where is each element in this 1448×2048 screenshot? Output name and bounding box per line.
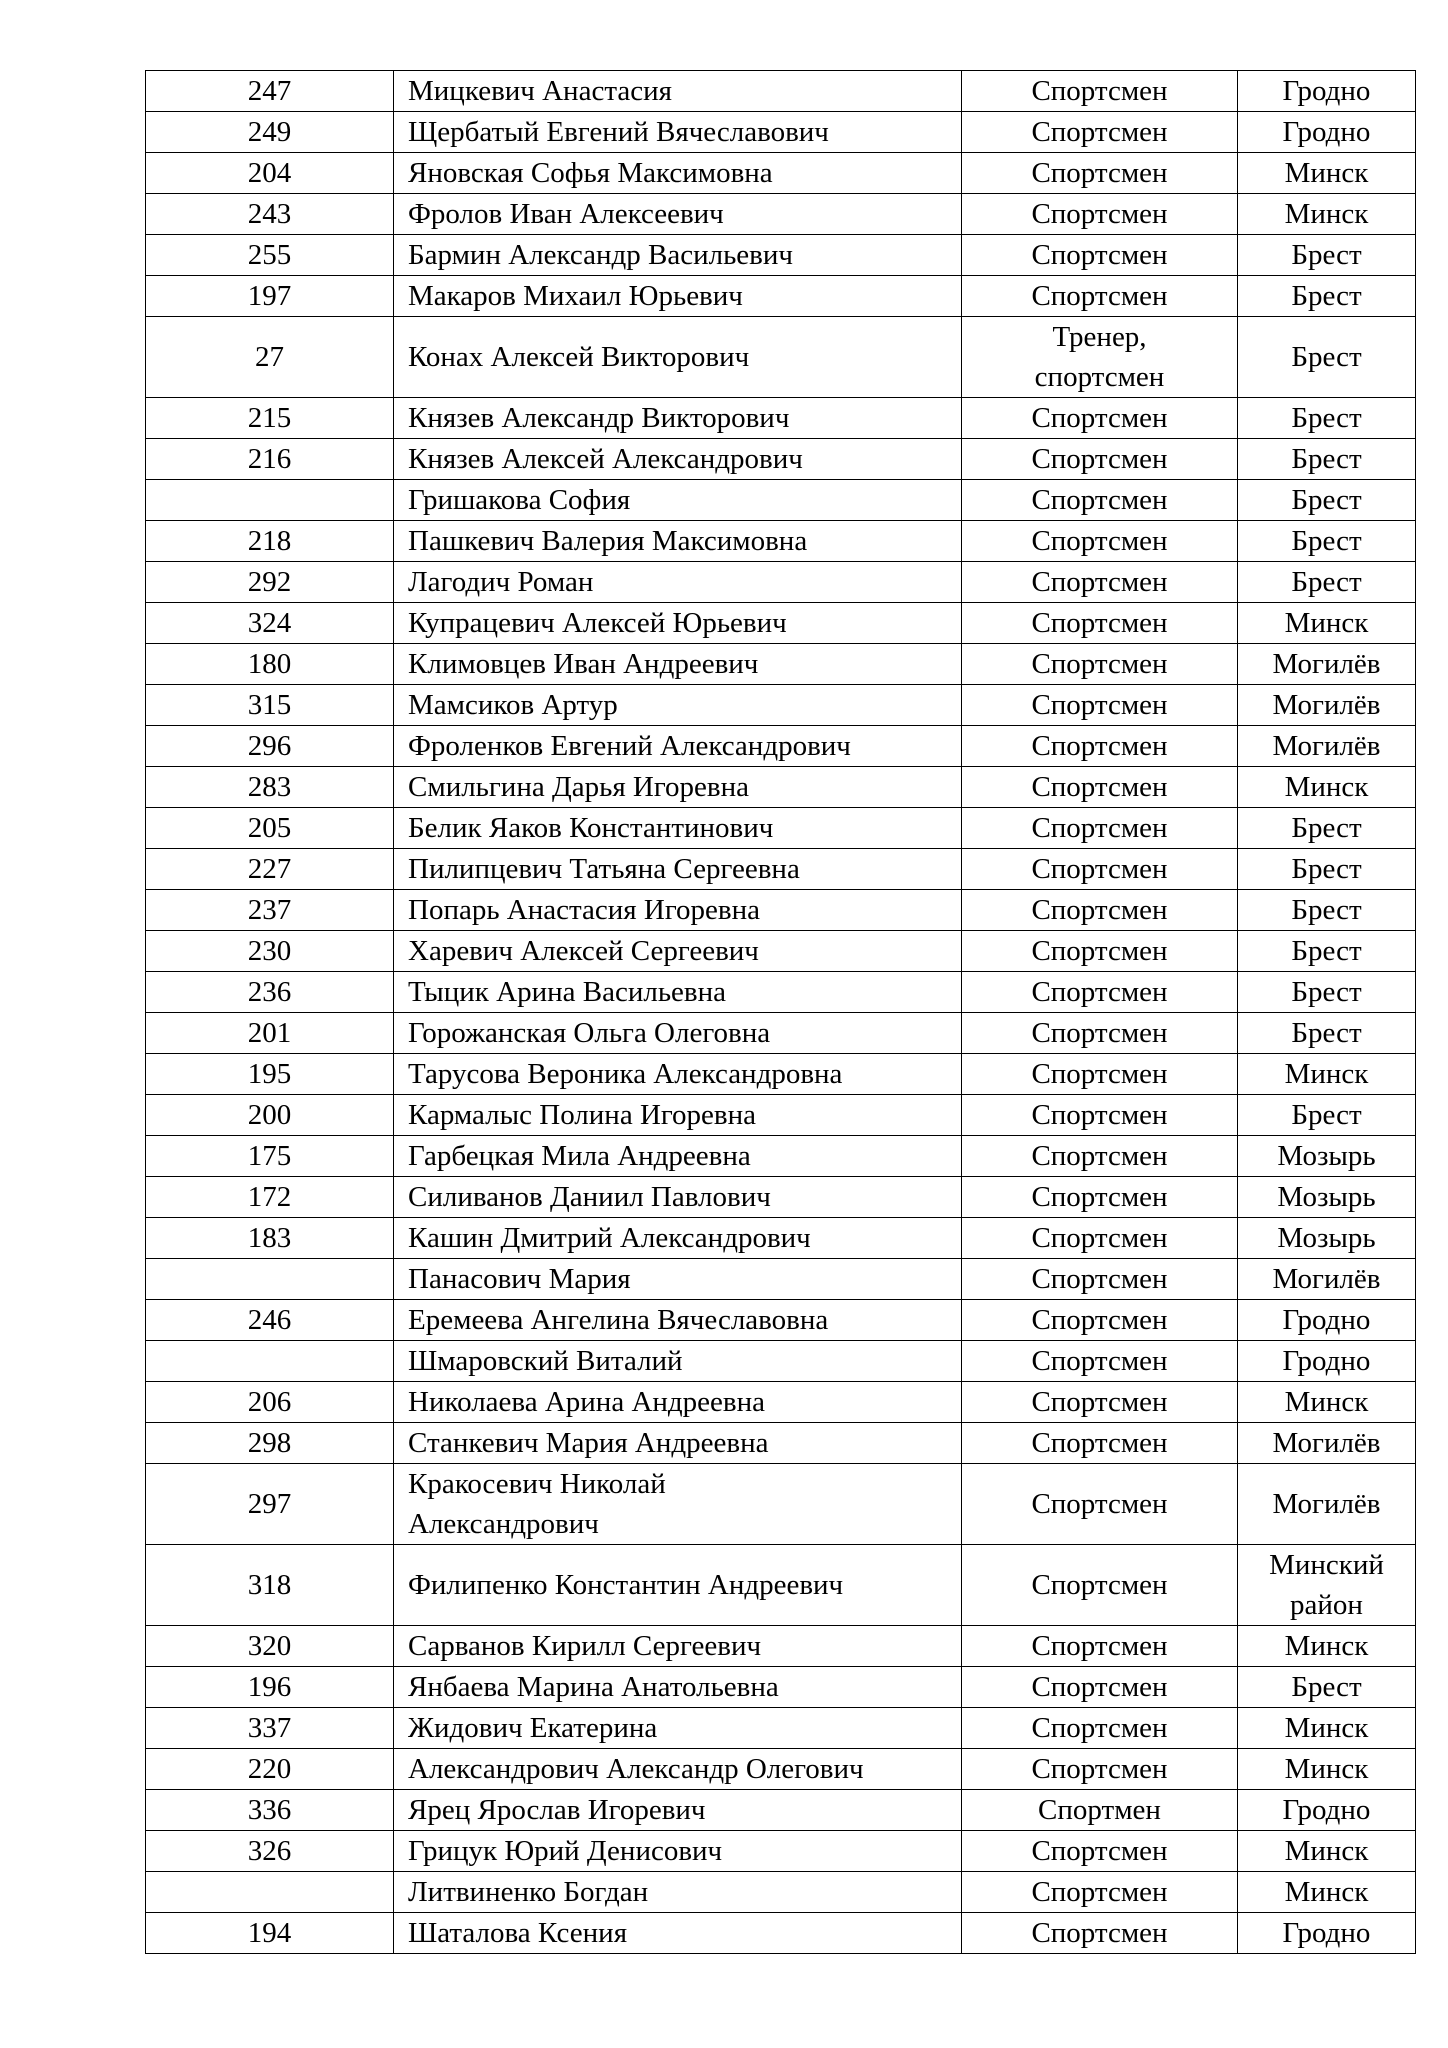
table-row — [146, 521, 1416, 562]
table-row — [146, 1341, 1416, 1382]
participant-city: Минск — [1238, 1872, 1416, 1913]
table-row — [146, 685, 1416, 726]
table-row — [146, 1382, 1416, 1423]
participant-name: Смильгина Дарья Игоревна — [394, 767, 962, 808]
participant-name: Фроленков Евгений Александрович — [394, 726, 962, 767]
table-row — [146, 1300, 1416, 1341]
participant-city: Мозырь — [1238, 1136, 1416, 1177]
participant-city: Брест — [1238, 439, 1416, 480]
participant-city: Минск — [1238, 1708, 1416, 1749]
participant-name: Князев Александр Викторович — [394, 398, 962, 439]
participant-number: 255 — [146, 235, 394, 276]
participants-table — [145, 70, 1416, 1954]
participant-name: Харевич Алексей Сергеевич — [394, 931, 962, 972]
participant-role: Спортсмен — [962, 972, 1238, 1013]
participant-number: 196 — [146, 1667, 394, 1708]
participant-name: Мицкевич Анастасия — [394, 71, 962, 112]
participant-name: Шаталова Ксения — [394, 1913, 962, 1954]
participant-city: Брест — [1238, 849, 1416, 890]
participant-name: Гришакова София — [394, 480, 962, 521]
participant-role: Спортсмен — [962, 1464, 1238, 1545]
participant-role: Спортсмен — [962, 685, 1238, 726]
table-row — [146, 644, 1416, 685]
participant-name: Сарванов Кирилл Сергеевич — [394, 1626, 962, 1667]
participant-city: Брест — [1238, 480, 1416, 521]
participant-role: Спортсмен — [962, 726, 1238, 767]
participant-name: Тарусова Вероника Александровна — [394, 1054, 962, 1095]
participant-city: Минск — [1238, 1831, 1416, 1872]
participant-city: Брест — [1238, 1095, 1416, 1136]
participant-role: Спортмен — [962, 1790, 1238, 1831]
participant-number: 195 — [146, 1054, 394, 1095]
table-row — [146, 1708, 1416, 1749]
participant-name: Александрович Александр Олегович — [394, 1749, 962, 1790]
participant-number: 194 — [146, 1913, 394, 1954]
participant-role: Спортсмен — [962, 1913, 1238, 1954]
participant-role: Спортсмен — [962, 1095, 1238, 1136]
participant-name: Горожанская Ольга Олеговна — [394, 1013, 962, 1054]
table-row — [146, 153, 1416, 194]
participant-number: 215 — [146, 398, 394, 439]
participant-name: Жидович Екатерина — [394, 1708, 962, 1749]
participant-city: Брест — [1238, 521, 1416, 562]
participant-name: Яновская Софья Максимовна — [394, 153, 962, 194]
table-row — [146, 562, 1416, 603]
participant-role: Спортсмен — [962, 439, 1238, 480]
participant-number: 27 — [146, 317, 394, 398]
participant-city: Брест — [1238, 931, 1416, 972]
participants-table-body — [146, 71, 1416, 1954]
participant-city: Мозырь — [1238, 1177, 1416, 1218]
participant-role: Спортсмен — [962, 890, 1238, 931]
participant-role: Спортсмен — [962, 276, 1238, 317]
participant-city: Минский район — [1238, 1545, 1416, 1626]
participant-number: 205 — [146, 808, 394, 849]
participant-number: 326 — [146, 1831, 394, 1872]
participant-name: Фролов Иван Алексеевич — [394, 194, 962, 235]
participant-role: Спортсмен — [962, 71, 1238, 112]
table-row — [146, 439, 1416, 480]
table-row — [146, 1545, 1416, 1626]
participant-number: 247 — [146, 71, 394, 112]
participant-name: Пашкевич Валерия Максимовна — [394, 521, 962, 562]
participant-number: 230 — [146, 931, 394, 972]
table-row — [146, 808, 1416, 849]
participant-name: Еремеева Ангелина Вячеславовна — [394, 1300, 962, 1341]
participant-role: Спортсмен — [962, 1872, 1238, 1913]
participant-role: Спортсмен — [962, 808, 1238, 849]
participant-number: 296 — [146, 726, 394, 767]
participant-number: 297 — [146, 1464, 394, 1545]
participant-name: Литвиненко Богдан — [394, 1872, 962, 1913]
participant-number: 197 — [146, 276, 394, 317]
table-row — [146, 849, 1416, 890]
participant-city: Гродно — [1238, 1790, 1416, 1831]
participant-number: 175 — [146, 1136, 394, 1177]
participant-role: Спортсмен — [962, 1831, 1238, 1872]
participant-city: Могилёв — [1238, 726, 1416, 767]
participant-number: 236 — [146, 972, 394, 1013]
table-row — [146, 1749, 1416, 1790]
participant-role: Спортсмен — [962, 398, 1238, 439]
participant-city: Брест — [1238, 235, 1416, 276]
participant-number: 249 — [146, 112, 394, 153]
participant-role: Спортсмен — [962, 1708, 1238, 1749]
table-row — [146, 767, 1416, 808]
participant-number: 315 — [146, 685, 394, 726]
table-row — [146, 194, 1416, 235]
participant-role: Спортсмен — [962, 1667, 1238, 1708]
participant-role: Спортсмен — [962, 1341, 1238, 1382]
participant-number: 200 — [146, 1095, 394, 1136]
table-row — [146, 1831, 1416, 1872]
participant-number — [146, 1341, 394, 1382]
participant-name: Гарбецкая Мила Андреевна — [394, 1136, 962, 1177]
table-row — [146, 1423, 1416, 1464]
participant-city: Минск — [1238, 1626, 1416, 1667]
participant-name: Кармалыс Полина Игоревна — [394, 1095, 962, 1136]
participant-role: Спортсмен — [962, 767, 1238, 808]
participant-role: Спортсмен — [962, 235, 1238, 276]
participant-city: Могилёв — [1238, 644, 1416, 685]
participant-role: Спортсмен — [962, 1218, 1238, 1259]
participant-city: Гродно — [1238, 112, 1416, 153]
table-row — [146, 1464, 1416, 1545]
participant-role: Спортсмен — [962, 112, 1238, 153]
participant-name: Кракосевич Николай Александрович — [394, 1464, 962, 1545]
participant-name: Тыцик Арина Васильевна — [394, 972, 962, 1013]
participant-role: Спортсмен — [962, 562, 1238, 603]
participant-name: Щербатый Евгений Вячеславович — [394, 112, 962, 153]
participant-name: Лагодич Роман — [394, 562, 962, 603]
participant-city: Брест — [1238, 317, 1416, 398]
participant-number — [146, 480, 394, 521]
table-row — [146, 1667, 1416, 1708]
participant-name: Николаева Арина Андреевна — [394, 1382, 962, 1423]
participant-city: Брест — [1238, 1667, 1416, 1708]
participant-number: 172 — [146, 1177, 394, 1218]
participant-number: 298 — [146, 1423, 394, 1464]
participant-number: 216 — [146, 439, 394, 480]
participant-name: Кашин Дмитрий Александрович — [394, 1218, 962, 1259]
participant-role: Спортсмен — [962, 194, 1238, 235]
participant-city: Мозырь — [1238, 1218, 1416, 1259]
participant-city: Минск — [1238, 1054, 1416, 1095]
participant-name: Белик Яаков Константинович — [394, 808, 962, 849]
participant-name: Князев Алексей Александрович — [394, 439, 962, 480]
table-row — [146, 972, 1416, 1013]
table-row — [146, 317, 1416, 398]
participant-role: Спортсмен — [962, 1013, 1238, 1054]
participant-city: Брест — [1238, 890, 1416, 931]
participant-city: Брест — [1238, 562, 1416, 603]
participant-city: Могилёв — [1238, 1259, 1416, 1300]
participant-number: 324 — [146, 603, 394, 644]
table-row — [146, 726, 1416, 767]
table-row — [146, 1626, 1416, 1667]
participant-role: Спортсмен — [962, 849, 1238, 890]
participant-name: Макаров Михаил Юрьевич — [394, 276, 962, 317]
table-row — [146, 1095, 1416, 1136]
participant-name: Ярец Ярослав Игоревич — [394, 1790, 962, 1831]
participant-number: 336 — [146, 1790, 394, 1831]
participant-name: Станкевич Мария Андреевна — [394, 1423, 962, 1464]
participant-role: Спортсмен — [962, 931, 1238, 972]
participant-number: 318 — [146, 1545, 394, 1626]
table-row — [146, 276, 1416, 317]
participant-role: Тренер, спортсмен — [962, 317, 1238, 398]
participant-name: Конах Алексей Викторович — [394, 317, 962, 398]
participant-city: Брест — [1238, 972, 1416, 1013]
participant-role: Спортсмен — [962, 1177, 1238, 1218]
table-row — [146, 1259, 1416, 1300]
table-row — [146, 1872, 1416, 1913]
participant-role: Спортсмен — [962, 1382, 1238, 1423]
participant-number: 201 — [146, 1013, 394, 1054]
participant-number: 218 — [146, 521, 394, 562]
participant-role: Спортсмен — [962, 1259, 1238, 1300]
table-row — [146, 398, 1416, 439]
participant-role: Спортсмен — [962, 644, 1238, 685]
table-row — [146, 1013, 1416, 1054]
participant-city: Брест — [1238, 1013, 1416, 1054]
table-row — [146, 480, 1416, 521]
table-row — [146, 931, 1416, 972]
participant-number: 246 — [146, 1300, 394, 1341]
participant-number: 183 — [146, 1218, 394, 1259]
participant-number: 237 — [146, 890, 394, 931]
participant-city: Гродно — [1238, 1300, 1416, 1341]
participant-city: Брест — [1238, 398, 1416, 439]
participant-city: Минск — [1238, 1382, 1416, 1423]
participant-city: Брест — [1238, 808, 1416, 849]
participant-role: Спортсмен — [962, 521, 1238, 562]
table-row — [146, 1177, 1416, 1218]
participant-name: Пилипцевич Татьяна Сергеевна — [394, 849, 962, 890]
participant-number: 337 — [146, 1708, 394, 1749]
participant-city: Гродно — [1238, 1913, 1416, 1954]
participant-name: Филипенко Константин Андреевич — [394, 1545, 962, 1626]
participant-city: Минск — [1238, 194, 1416, 235]
participant-city: Гродно — [1238, 1341, 1416, 1382]
participant-role: Спортсмен — [962, 1749, 1238, 1790]
participant-number: 292 — [146, 562, 394, 603]
participant-name: Панасович Мария — [394, 1259, 962, 1300]
participant-city: Могилёв — [1238, 1423, 1416, 1464]
participant-city: Могилёв — [1238, 1464, 1416, 1545]
participant-role: Спортсмен — [962, 1136, 1238, 1177]
participant-number: 227 — [146, 849, 394, 890]
participant-role: Спортсмен — [962, 1423, 1238, 1464]
participant-name: Бармин Александр Васильевич — [394, 235, 962, 276]
participant-city: Могилёв — [1238, 685, 1416, 726]
participant-name: Купрацевич Алексей Юрьевич — [394, 603, 962, 644]
participant-name: Янбаева Марина Анатольевна — [394, 1667, 962, 1708]
participant-name: Климовцев Иван Андреевич — [394, 644, 962, 685]
participant-number: 283 — [146, 767, 394, 808]
participant-name: Грицук Юрий Денисович — [394, 1831, 962, 1872]
participant-number: 320 — [146, 1626, 394, 1667]
participant-role: Спортсмен — [962, 153, 1238, 194]
table-row — [146, 890, 1416, 931]
participant-city: Гродно — [1238, 71, 1416, 112]
participant-number: 206 — [146, 1382, 394, 1423]
participant-city: Брест — [1238, 276, 1416, 317]
participant-number: 204 — [146, 153, 394, 194]
table-row — [146, 1218, 1416, 1259]
table-row — [146, 1913, 1416, 1954]
participant-city: Минск — [1238, 1749, 1416, 1790]
participant-number: 220 — [146, 1749, 394, 1790]
participant-role: Спортсмен — [962, 1054, 1238, 1095]
table-row — [146, 235, 1416, 276]
participant-role: Спортсмен — [962, 1300, 1238, 1341]
participant-name: Мамсиков Артур — [394, 685, 962, 726]
table-row — [146, 112, 1416, 153]
participant-role: Спортсмен — [962, 1545, 1238, 1626]
participant-role: Спортсмен — [962, 603, 1238, 644]
participant-name: Попарь Анастасия Игоревна — [394, 890, 962, 931]
participant-city: Минск — [1238, 603, 1416, 644]
participant-name: Шмаровский Виталий — [394, 1341, 962, 1382]
participant-role: Спортсмен — [962, 480, 1238, 521]
table-row — [146, 1054, 1416, 1095]
table-row — [146, 603, 1416, 644]
participant-number: 180 — [146, 644, 394, 685]
table-row — [146, 1136, 1416, 1177]
participant-number: 243 — [146, 194, 394, 235]
participant-role: Спортсмен — [962, 1626, 1238, 1667]
participant-city: Минск — [1238, 153, 1416, 194]
participant-number — [146, 1872, 394, 1913]
table-row — [146, 1790, 1416, 1831]
table-row — [146, 71, 1416, 112]
participant-city: Минск — [1238, 767, 1416, 808]
participant-number — [146, 1259, 394, 1300]
participant-name: Силиванов Даниил Павлович — [394, 1177, 962, 1218]
